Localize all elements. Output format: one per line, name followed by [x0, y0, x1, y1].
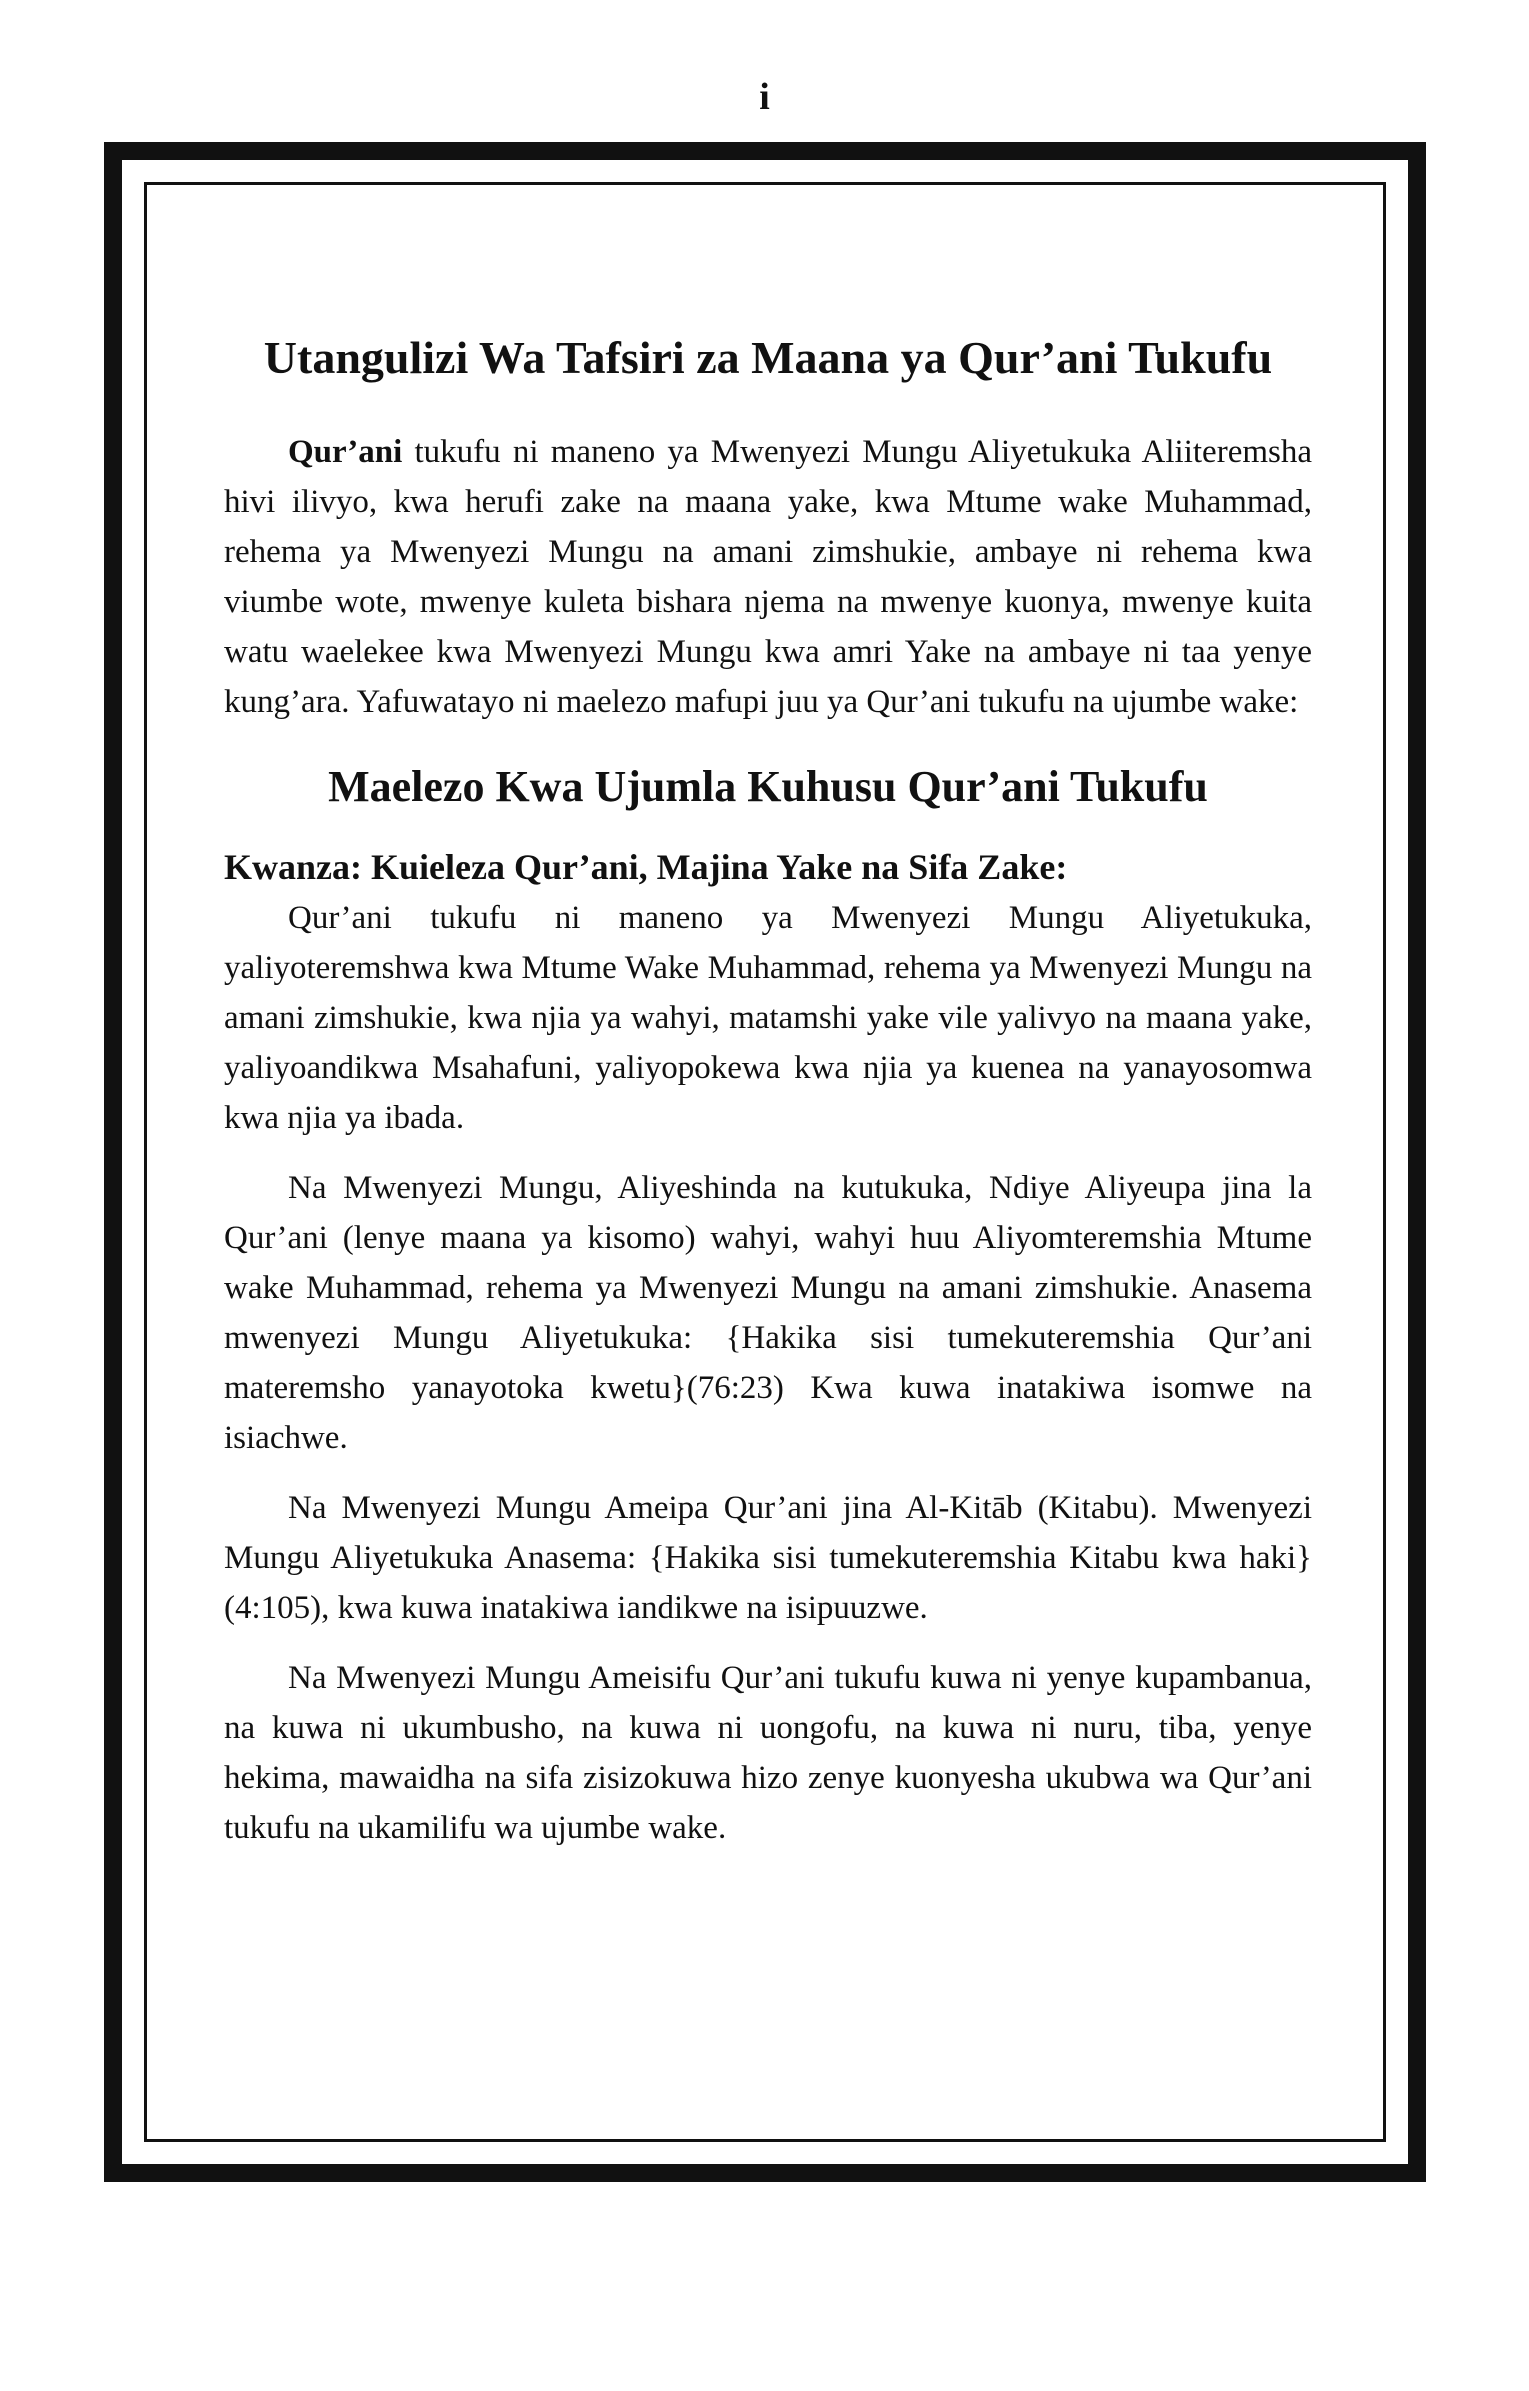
- intro-paragraph: [224, 427, 1312, 727]
- section-title: Maelezo Kwa Ujumla Kuhusu Qur’ani Tukufu: [328, 762, 1208, 812]
- sub-heading: Kwanza: Kuieleza Qur’ani, Majina Yake na Sifa Zake:: [224, 846, 1068, 887]
- paragraph-definition: Qur’ani tukufu ni maneno ya Mwenyezi Mungu Aliyetukuka, yaliyoteremshwa kwa Mtume Wake Muhammad, rehema ya Mwenyezi Mungu na amani zimshukie, kwa njia ya wahyi, matamshi yake vile yalivyo na maana yake, yaliyoandikwa Msahafuni, yaliyopokewa kwa njia ya kuenea na yanayosomwa kwa njia ya ibada.: [224, 899, 1312, 1136]
- page-number: i: [759, 76, 770, 118]
- paragraph-name-kitab: Na Mwenyezi Mungu Ameipa Qur’ani jina Al-Kitāb (Kitabu). Mwenyezi Mungu Aliyetukuka Anasema: {Hakika sisi tumekuteremshia Kitabu kwa haki} (4:105), kwa kuwa inatakiwa iandikwe na isipuuzwe.: [224, 1489, 1312, 1626]
- paragraph-name-quran: Na Mwenyezi Mungu, Aliyeshinda na kutukuka, Ndiye Aliyeupa jina la Qur’ani (lenye maana ya kisomo) wahyi, wahyi huu Aliyomteremshia Mtume wake Muhammad, rehema ya Mwenyezi Mungu na amani zimshukie. Anasema mwenyezi Mungu Aliyetukuka: {Hakika sisi tumekuteremshia Qur’ani materemsho yanayotoka kwetu}(76:23) Kwa kuwa inatakiwa isomwe na isiachwe.: [224, 1169, 1312, 1456]
- main-title: Utangulizi Wa Tafsiri za Maana ya Qur’ani Tukufu: [263, 332, 1273, 383]
- paragraph-attributes: Na Mwenyezi Mungu Ameisifu Qur’ani tukufu kuwa ni yenye kupambanua, na kuwa ni ukumbusho, na kuwa ni uongofu, na kuwa ni nuru, tiba, yenye hekima, mawaidha na sifa zisizokuwa hizo zenye kuonyesha ukubwa wa Qur’ani tukufu na ukamilifu wa ujumbe wake.: [224, 1659, 1312, 1846]
- intro-text: tukufu ni maneno ya Mwenyezi Mungu Aliyetukuka Aliiteremsha hivi ilivyo, kwa herufi zake na maana yake, kwa Mtume wake Muhammad, rehema ya Mwenyezi Mungu na amani zimshukie, ambaye ni rehema kwa viumbe wote, mwenye kuleta bishara njema na mwenye kuonya, mwenye kuita watu waelekee kwa Mwenyezi Mungu kwa amri Yake na ambaye ni taa yenye kung’ara. Yafuwatayo ni maelezo mafupi juu ya Qur’ani tukufu na ujumbe wake:: [224, 434, 1312, 721]
- document-body: [224, 330, 1312, 1853]
- intro-lead-word: Qur’ani: [288, 434, 403, 471]
